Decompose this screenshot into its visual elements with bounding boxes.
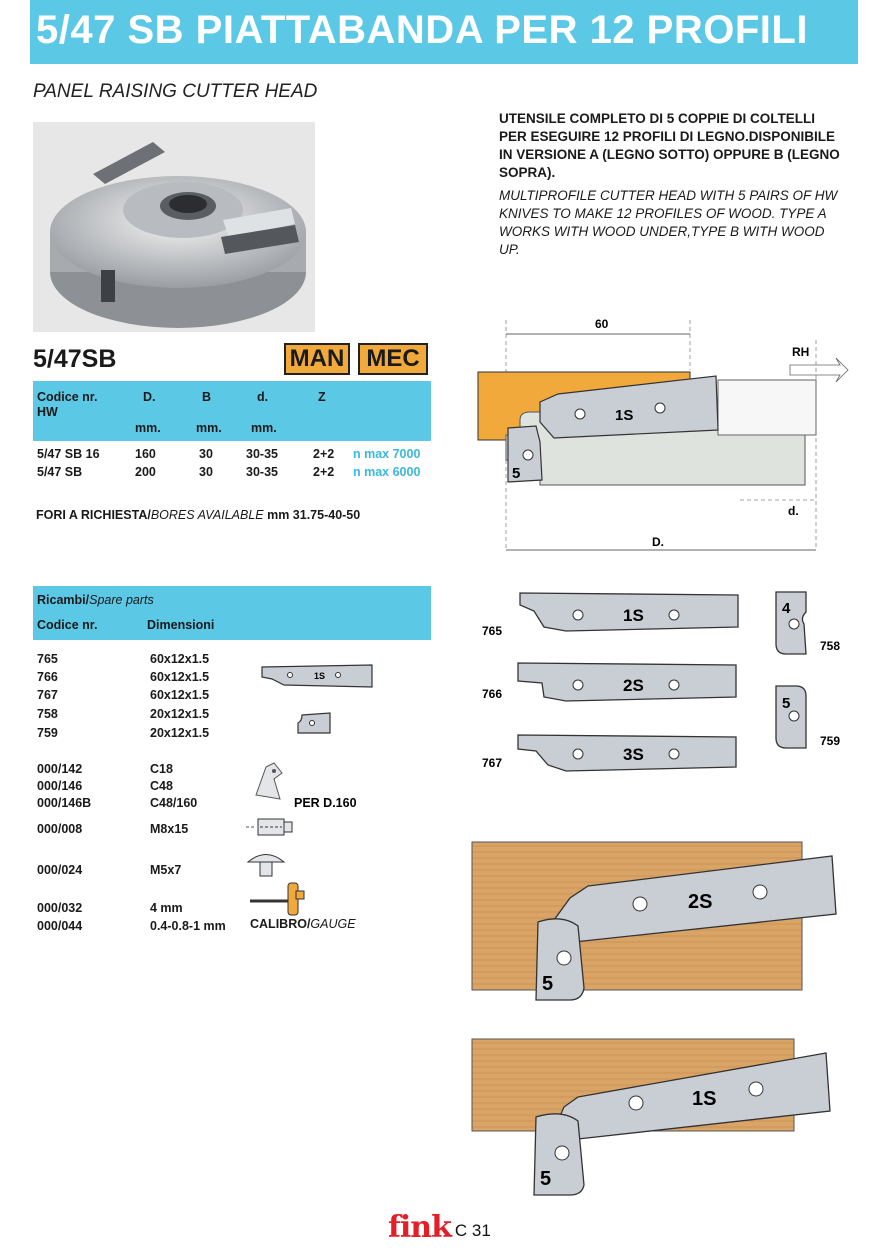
svg-text:2S: 2S [623,676,644,695]
table-cell: 20x12x1.5 [150,726,210,740]
footer [388,1205,491,1245]
parts-table-header [33,586,431,640]
table-cell: 30 [199,447,213,461]
svg-text:3S: 3S [623,745,644,764]
table-cell: 4 mm [150,901,183,915]
unit-width: mm. [196,421,222,435]
badge-mec: MEC [358,343,428,375]
product-code: 5/47SB [33,345,117,373]
table-cell: 000/008 [37,822,83,836]
profile-2s-illustration [470,838,840,1008]
gauge-label: CALIBRO/GAUGE [250,917,356,931]
speed-limit: n max 7000 [353,447,421,461]
table-cell: 30-35 [246,465,278,479]
unit-diameter: mm. [135,421,161,435]
col-teeth: Z [318,390,326,404]
svg-text:767: 767 [482,756,503,770]
col-bore: d. [257,390,269,404]
knife-767 [482,735,736,771]
parts-title: Ricambi/Spare parts [37,593,154,607]
table-cell: 000/024 [37,863,83,877]
svg-text:759: 759 [820,734,841,748]
table-cell: 2+2 [313,447,335,461]
spec-table-header [33,381,431,441]
bores-values: mm 31.75-40-50 [263,508,361,522]
col-code-hw: HW [37,405,58,419]
table-cell: 30 [199,465,213,479]
page-subtitle: PANEL RAISING CUTTER HEAD [33,81,318,102]
table-cell: 000/142 [37,762,83,776]
svg-text:765: 765 [482,624,503,638]
wrench-icon [250,883,304,915]
thumb-knife-label: 1S [314,671,326,681]
diagram-knife-label: 1S [615,407,634,424]
svg-text:5: 5 [782,695,791,712]
table-cell: 758 [37,707,58,721]
profile-2s-knife-label: 2S [688,891,713,913]
parts-thumbnails [244,655,444,945]
insert-set [770,588,860,758]
col-code: Codice nr. [37,390,98,404]
thumb-insert [298,713,330,733]
table-cell: 000/146 [37,779,83,793]
description-italian: UTENSILE COMPLETO DI 5 COPPIE DI COLTELLI PER ESEGUIRE 12 PROFILI DI LEGNO.DISPONIBILE IN VERSIONE A (LEGNO SOTTO) OPPURE B (LEGNO SOPRA). [499,111,840,180]
table-cell: 000/146B [37,796,92,810]
page-number: C 31 [454,1221,491,1240]
col-diameter: D. [143,390,156,404]
profile-2s-insert-label: 5 [542,973,554,995]
bores-label: FORI A RICHIESTA/ [36,508,151,522]
parts-table-body [33,652,273,942]
badge-man: MAN [284,343,350,375]
table-cell: C18 [150,762,173,776]
insert-759 [776,686,840,748]
dim-60-label: 60 [595,317,609,331]
table-cell: 2+2 [313,465,335,479]
diameter-dim-label: D. [652,535,664,549]
description-english: MULTIPROFILE CUTTER HEAD WITH 5 PAIRS OF HW KNIVES TO MAKE 12 PROFILES OF WOOD. TYPE A WORKS WITH WOOD UNDER,TYPE B WITH WOOD UP. [499,188,838,257]
thumb-screw [246,819,292,835]
svg-text:766: 766 [482,687,503,701]
insert-758 [776,592,840,654]
table-cell: 5/47 SB 16 [37,447,100,461]
knife-set [478,585,778,780]
table-cell: 30-35 [246,447,278,461]
cutter-diagram [470,310,860,555]
thumb-chipbreaker [256,763,282,799]
profile-1s-insert-label: 5 [540,1168,552,1190]
table-cell: 000/044 [37,919,83,933]
table-cell: 60x12x1.5 [150,652,210,666]
table-cell: 20x12x1.5 [150,707,210,721]
table-cell: 767 [37,688,58,702]
thumb-bolt [248,855,284,877]
table-cell: 766 [37,670,58,684]
svg-text:758: 758 [820,639,841,653]
per-d160-label: PER D.160 [294,796,357,810]
profile-1s-illustration [470,1035,840,1200]
table-cell: 000/032 [37,901,83,915]
table-cell: 200 [135,465,156,479]
table-cell: 759 [37,726,58,740]
parts-col-code: Codice nr. [37,618,98,632]
unit-bore: mm. [251,421,277,435]
knife-765 [482,593,738,638]
fink-logo: fink [388,1210,451,1245]
table-cell: C48/160 [150,796,198,810]
speed-limit: n max 6000 [353,465,421,479]
table-cell: 60x12x1.5 [150,670,210,684]
spec-table-body [33,447,431,487]
rh-label: RH [792,345,810,359]
knife-766 [482,663,736,701]
table-cell: 5/47 SB [37,465,83,479]
table-cell: 0.4-0.8-1 mm [150,919,226,933]
col-width: B [202,390,212,404]
table-cell: 160 [135,447,156,461]
thumb-knife [262,665,372,687]
svg-text:4: 4 [782,600,791,617]
product-photo [33,122,315,332]
profile-1s-knife-label: 1S [692,1088,717,1110]
parts-col-dim: Dimensioni [147,618,215,632]
table-cell: M5x7 [150,863,182,877]
svg-text:1S: 1S [623,606,644,625]
bores-note [36,508,360,522]
table-cell: 765 [37,652,58,666]
diagram-insert-label: 5 [512,465,521,482]
page-title: 5/47 SB PIATTABANDA PER 12 PROFILI [36,8,808,52]
table-cell: M8x15 [150,822,189,836]
bore-dim-label: d. [788,504,799,518]
table-cell: C48 [150,779,173,793]
table-cell: 60x12x1.5 [150,688,210,702]
bores-label-en: BORES AVAILABLE [150,508,264,522]
